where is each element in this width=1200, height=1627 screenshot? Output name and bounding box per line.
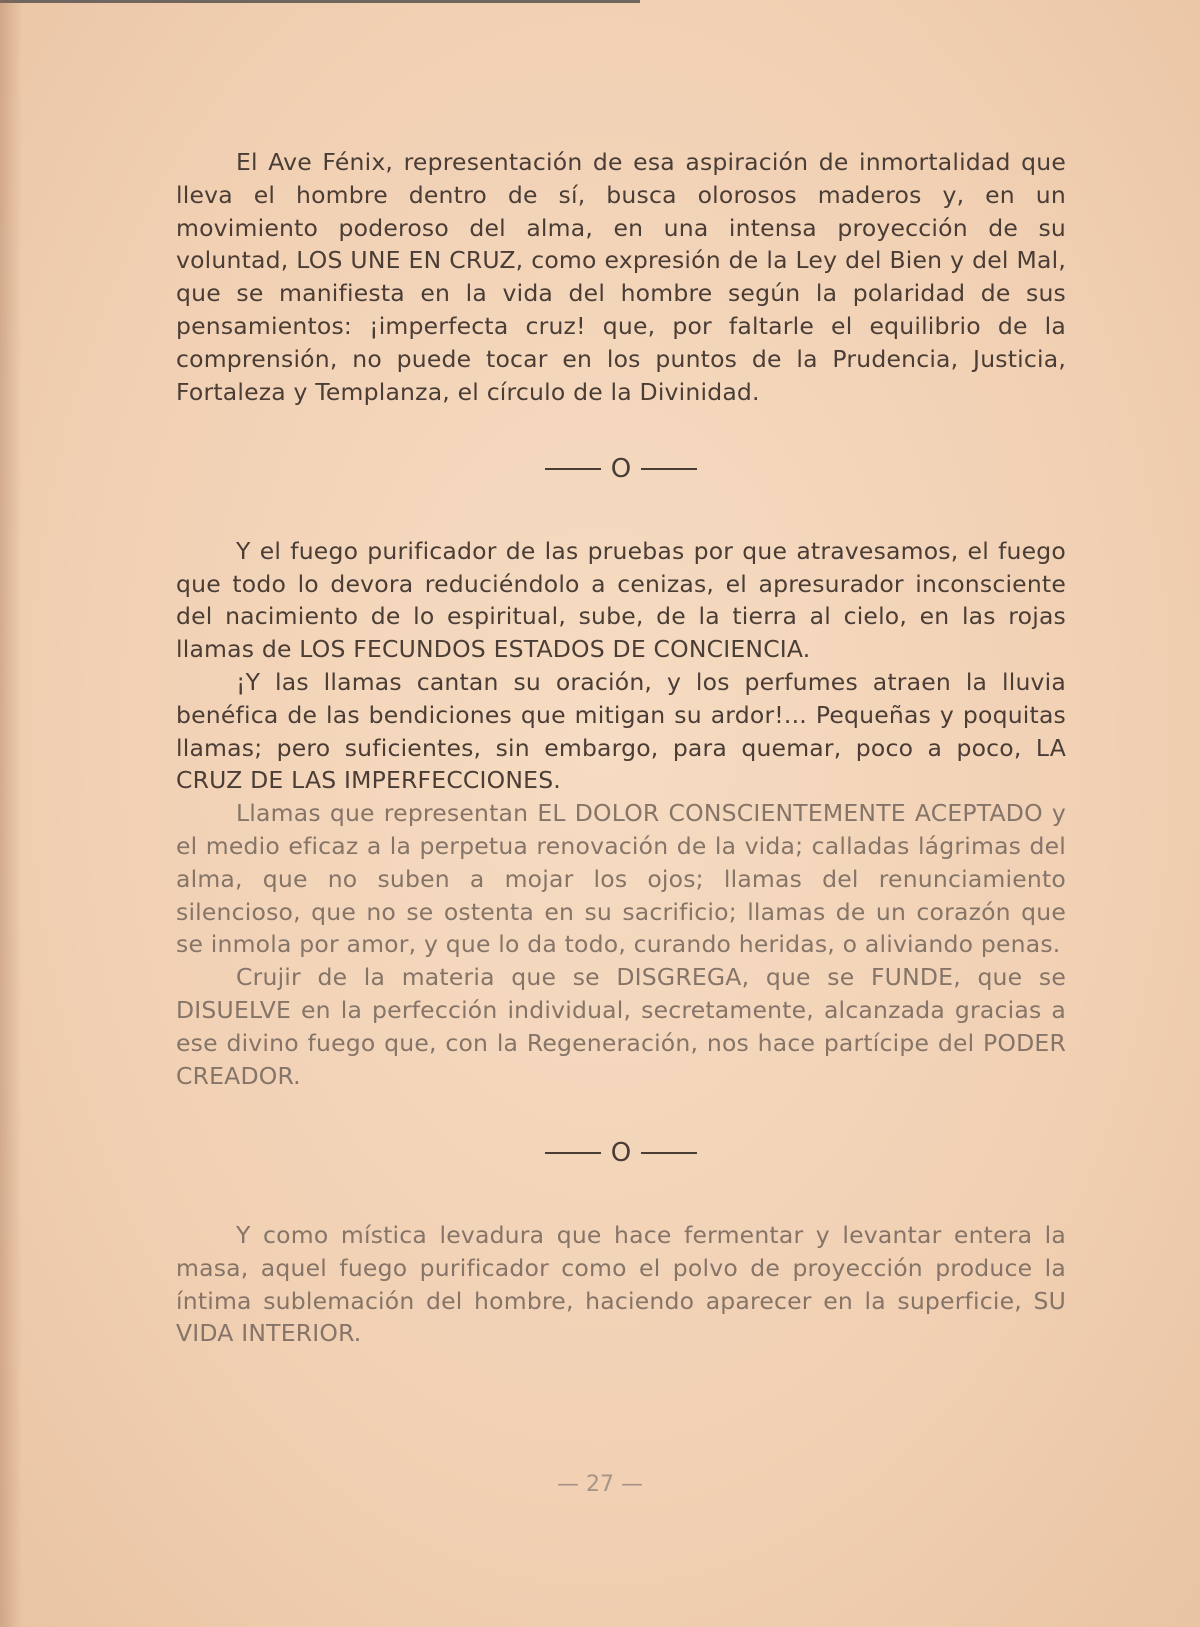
- paragraph: Crujir de la materia que se DISGREGA, que se FUNDE, que se DISUELVE en la perfección individual, secretamente, alcanzada gracias a ese divino fuego que, con la Regeneración, nos hace partícipe del PODER CREADOR.: [176, 963, 1066, 1090]
- section-separator: [176, 452, 1066, 485]
- separator-dash-right: [641, 1152, 697, 1154]
- separator-mark: O: [610, 453, 632, 484]
- section-separator: [176, 1136, 1066, 1169]
- section-fuego-purificador: [176, 535, 1066, 1093]
- separator-mark: O: [610, 1137, 632, 1168]
- paragraph: Llamas que representan EL DOLOR CONSCIENTEMENTE ACEPTADO y el medio eficaz a la perpetua renovación de la vida; calladas lágrimas del alma, que no suben a mojar los ojos; llamas del renunciamiento silencioso, que no se ostenta en su sacrificio; llamas de un corazón que se inmola por amor, y que lo da todo, curando heridas, o aliviando penas.: [176, 799, 1066, 959]
- separator-dash-left: [545, 1152, 601, 1154]
- paragraph: El Ave Fénix, representación de esa aspiración de inmortalidad que lleva el hombre dentro de sí, busca olorosos maderos y, en un movimiento poderoso del alma, en una intensa proyección de su voluntad, LOS UNE EN CRUZ, como expresión de la Ley del Bien y del Mal, que se manifiesta en la vida del hombre según la polaridad de sus pensamientos: ¡imperfecta cruz! que, por faltarle el equilibrio de la comprensión, no puede tocar en los puntos de la Prudencia, Justicia, Fortaleza y Templanza, el círculo de la Divinidad.: [176, 148, 1066, 406]
- section-ave-fenix: [176, 146, 1066, 408]
- page-body: [176, 146, 1066, 1350]
- scan-top-edge: [0, 0, 640, 3]
- separator-dash-left: [545, 468, 601, 470]
- paragraph: ¡Y las llamas cantan su oración, y los perfumes atraen la lluvia benéfica de las bendiciones que mitigan su ardor!... Pequeñas y poquitas llamas; pero suficientes, sin embargo, para quemar, poco a poco, LA CRUZ DE LAS IMPERFECCIONES.: [176, 668, 1066, 795]
- section-mistica-levadura: [176, 1219, 1066, 1350]
- page-number: — 27 —: [557, 1472, 643, 1497]
- separator-dash-right: [641, 468, 697, 470]
- scan-binding-shadow: [0, 0, 22, 1627]
- paragraph: Y como mística levadura que hace fermentar y levantar entera la masa, aquel fuego purificador como el polvo de proyección produce la íntima sublemación del hombre, haciendo aparecer en la superficie, SU VIDA INTERIOR.: [176, 1220, 1066, 1348]
- paragraph: Y el fuego purificador de las pruebas por que atravesamos, el fuego que todo lo devora reduciéndolo a cenizas, el apresurador inconsciente del nacimiento de lo espiritual, sube, de la tierra al cielo, en las rojas llamas de LOS FECUNDOS ESTADOS DE CONCIENCIA.: [176, 536, 1066, 664]
